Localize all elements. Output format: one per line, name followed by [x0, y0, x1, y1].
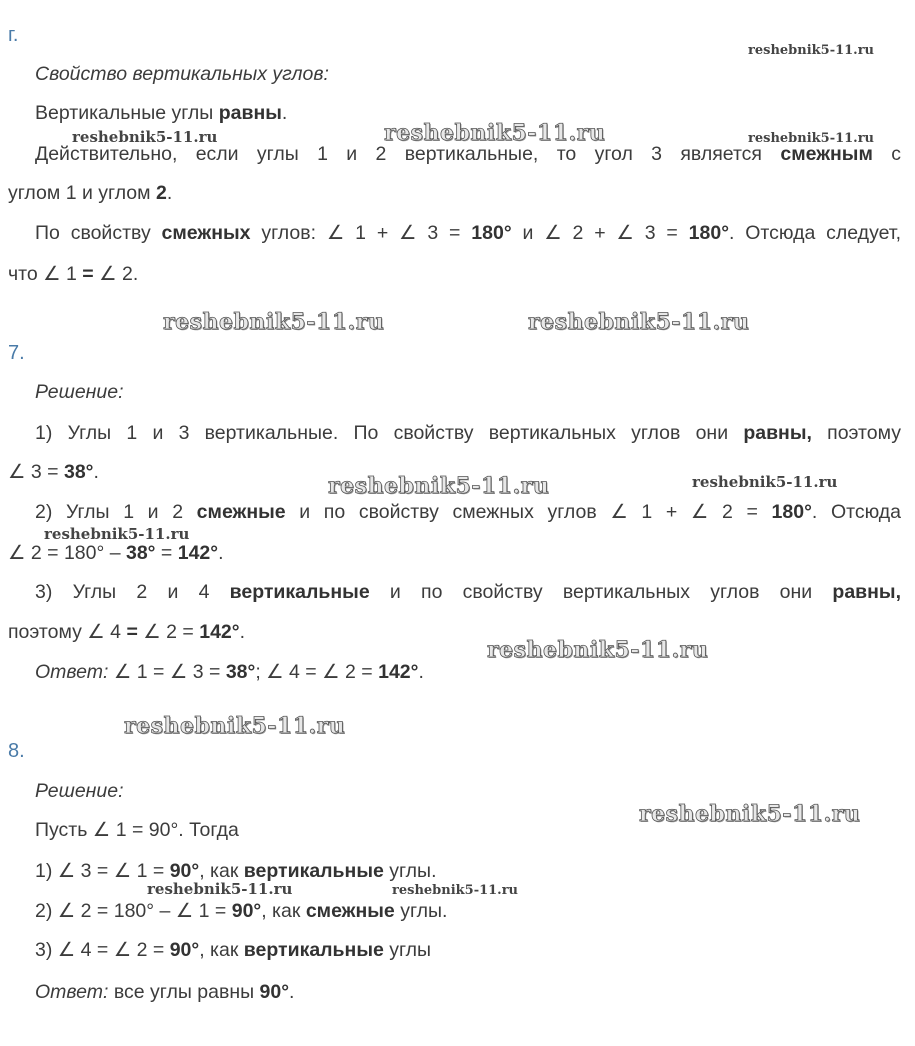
- watermark: reshebnik5-11.ru: [328, 473, 550, 499]
- section-8-answer: Ответ: все углы равны 90°.: [35, 981, 295, 1003]
- watermark: reshebnik5-11.ru: [748, 43, 875, 58]
- section-7-step-3: 3) Углы 2 и 4 вертикальные и по свойству вертикальных углов они равны,: [35, 581, 901, 603]
- watermark: reshebnik5-11.ru: [44, 525, 190, 543]
- watermark: reshebnik5-11.ru: [163, 309, 385, 335]
- watermark: reshebnik5-11.ru: [639, 801, 861, 827]
- section-7-step-1: 1) Углы 1 и 3 вертикальные. По свойству вертикальных углов они равны, поэтому: [35, 422, 901, 444]
- section-g-line-5: что ∠ 1 = ∠ 2.: [8, 263, 139, 285]
- section-7-step-3-cont: поэтому ∠ 4 = ∠ 2 = 142°.: [8, 621, 245, 643]
- watermark: reshebnik5-11.ru: [692, 473, 838, 491]
- section-8-heading: Решение:: [35, 780, 124, 802]
- section-7-label: 7.: [8, 342, 25, 364]
- section-g-line-4: По свойству смежных углов: ∠ 1 + ∠ 3 = 180° и ∠ 2 + ∠ 3 = 180°. Отсюда следует,: [35, 222, 901, 244]
- section-8-step-2: 2) ∠ 2 = 180° – ∠ 1 = 90°, как смежные углы.: [35, 900, 448, 922]
- section-g-heading: Свойство вертикальных углов:: [35, 63, 329, 85]
- watermark: reshebnik5-11.ru: [748, 131, 875, 146]
- section-g-label: г.: [8, 24, 19, 46]
- section-7-step-1-cont: ∠ 3 = 38°.: [8, 461, 99, 483]
- section-7-heading: Решение:: [35, 381, 124, 403]
- section-g-line-1: Вертикальные углы равны.: [35, 102, 288, 124]
- section-8-intro: Пусть ∠ 1 = 90°. Тогда: [35, 819, 239, 841]
- section-g-line-2: Действительно, если углы 1 и 2 вертикальные, то угол 3 является смежным с: [35, 143, 901, 165]
- watermark: reshebnik5-11.ru: [147, 880, 293, 898]
- watermark: reshebnik5-11.ru: [392, 883, 519, 898]
- section-7-step-2: 2) Углы 1 и 2 смежные и по свойству смежных углов ∠ 1 + ∠ 2 = 180°. Отсюда: [35, 501, 901, 523]
- watermark: reshebnik5-11.ru: [487, 637, 709, 663]
- section-8-label: 8.: [8, 740, 25, 762]
- section-7-step-2-cont: ∠ 2 = 180° – 38° = 142°.: [8, 542, 224, 564]
- section-7-answer: Ответ: ∠ 1 = ∠ 3 = 38°; ∠ 4 = ∠ 2 = 142°.: [35, 661, 424, 683]
- watermark: reshebnik5-11.ru: [528, 309, 750, 335]
- section-g-line-3: углом 1 и углом 2.: [8, 182, 173, 204]
- section-8-step-1: 1) ∠ 3 = ∠ 1 = 90°, как вертикальные углы.: [35, 860, 437, 882]
- watermark: reshebnik5-11.ru: [384, 120, 606, 146]
- watermark: reshebnik5-11.ru: [124, 713, 346, 739]
- watermark: reshebnik5-11.ru: [72, 128, 218, 146]
- section-8-step-3: 3) ∠ 4 = ∠ 2 = 90°, как вертикальные углы: [35, 939, 432, 961]
